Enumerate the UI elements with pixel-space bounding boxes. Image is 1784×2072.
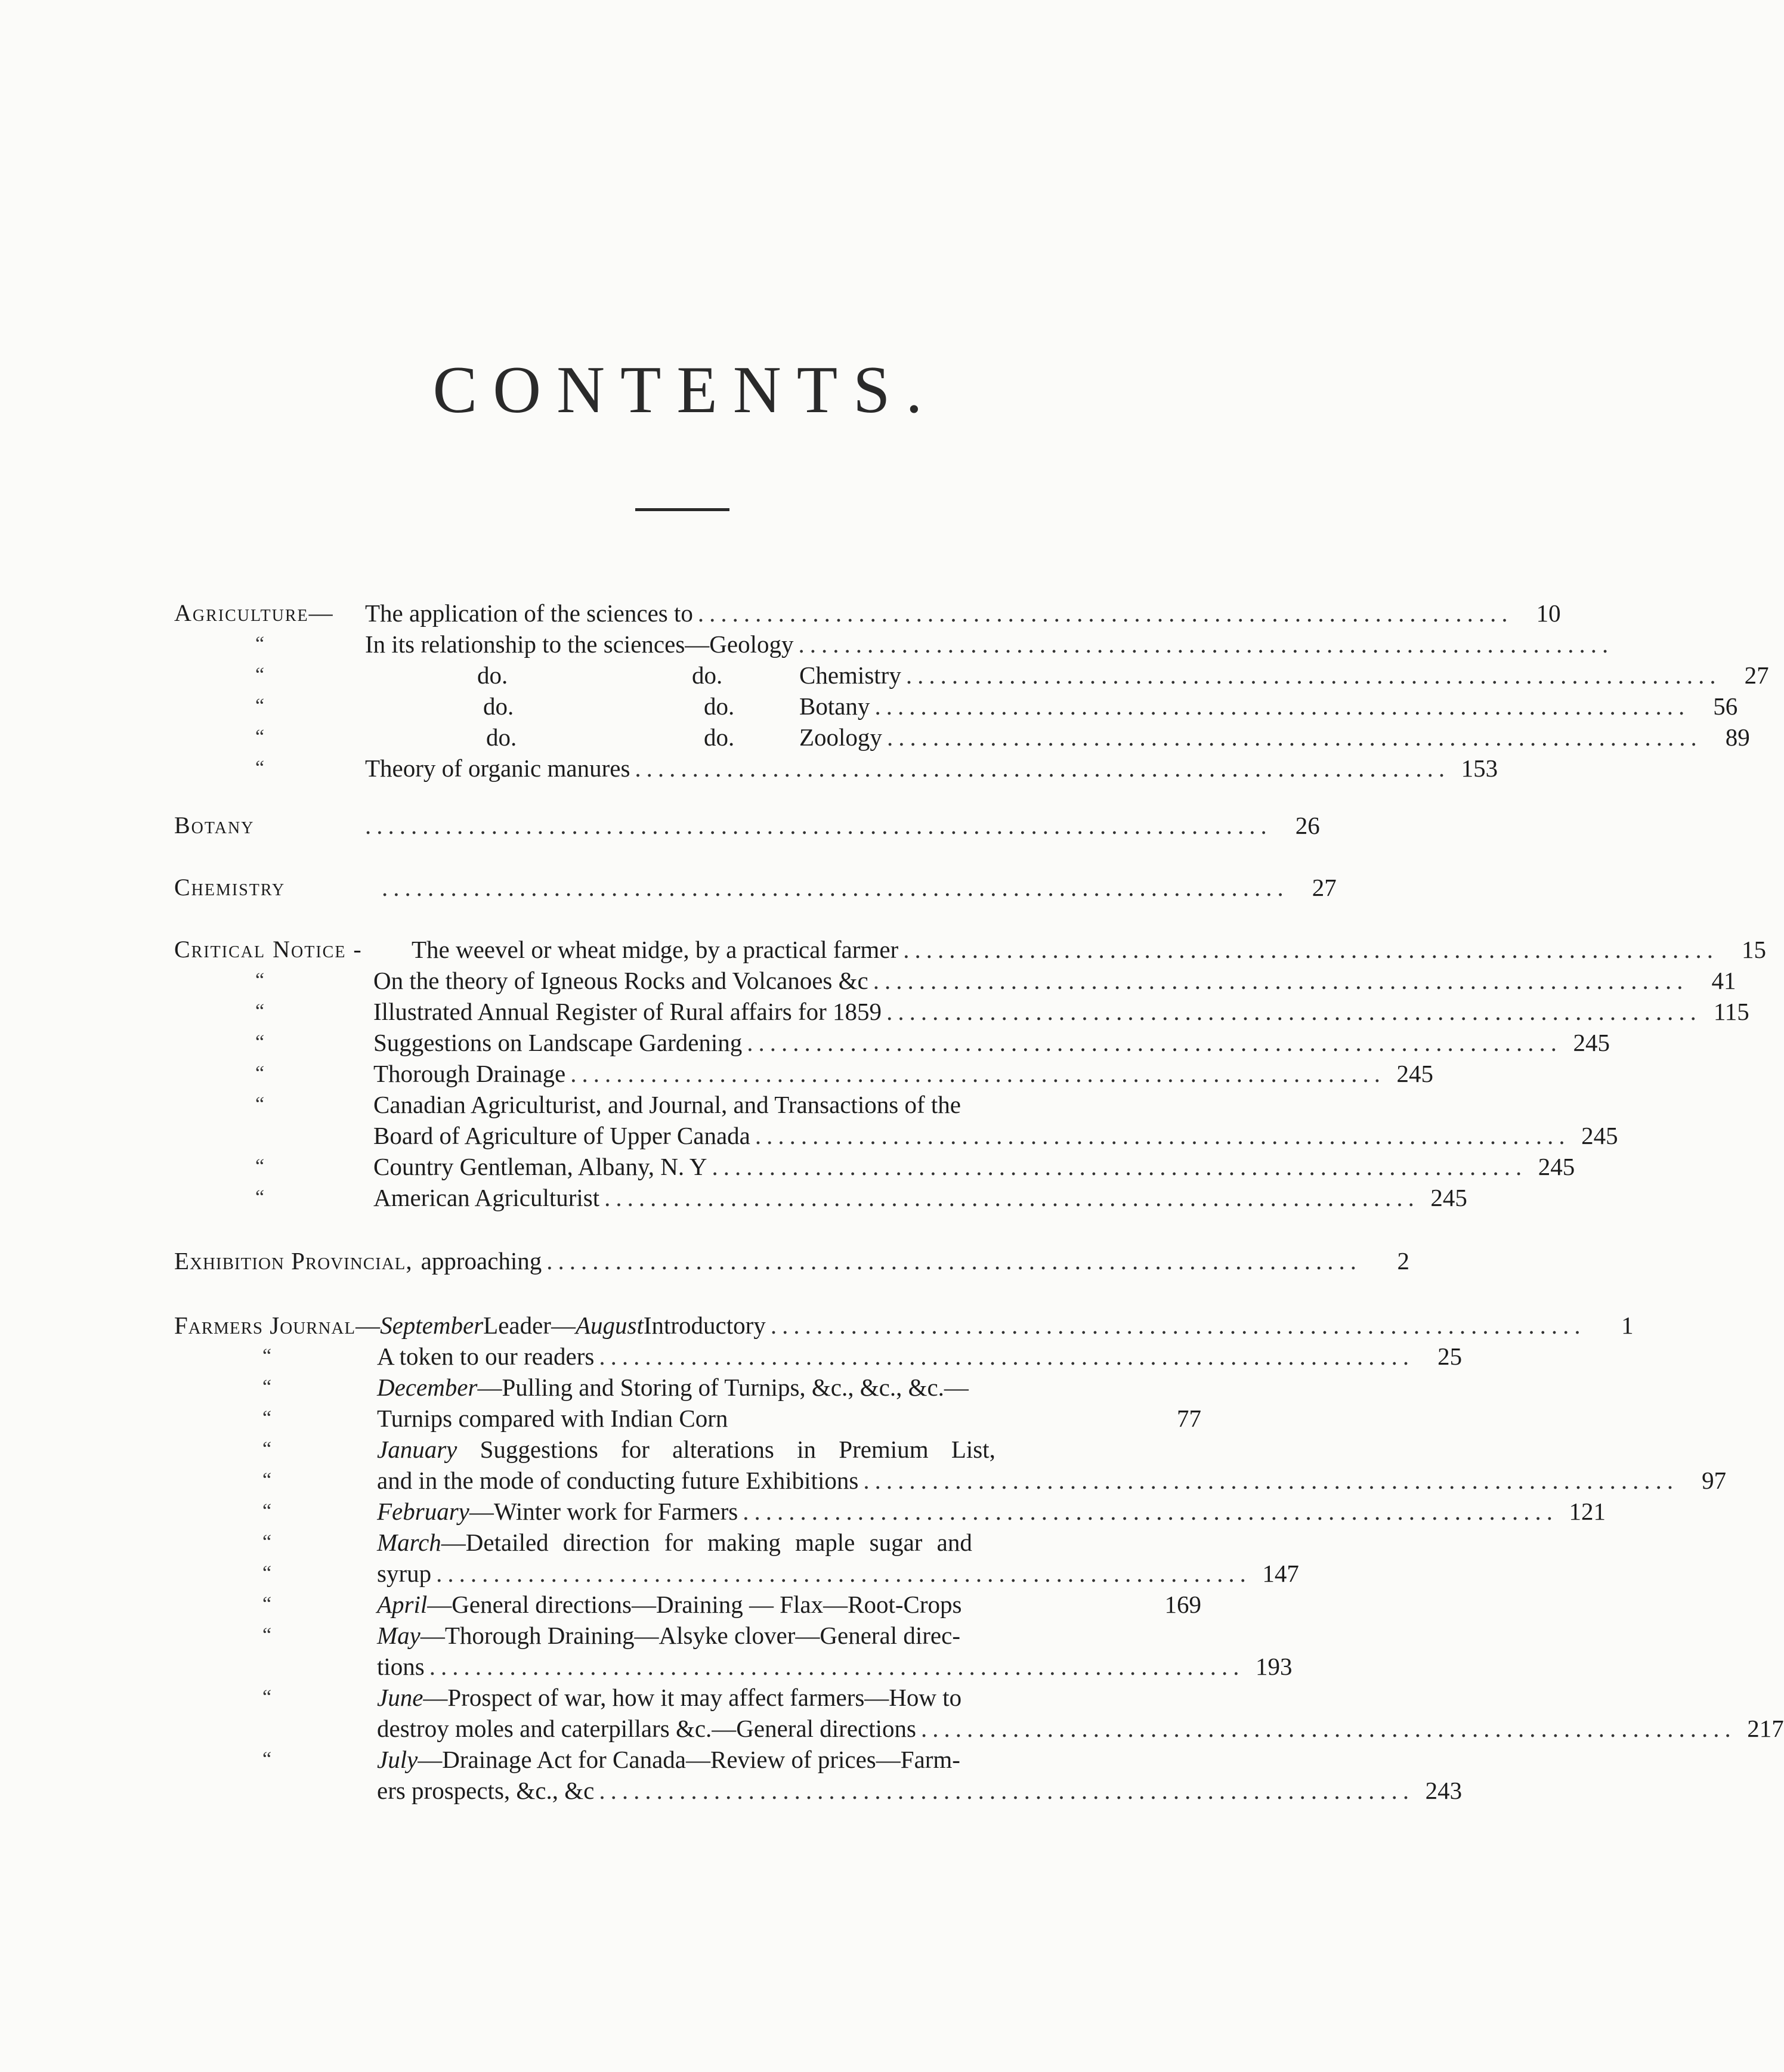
leader-dots: ....................................................................... xyxy=(905,661,1721,689)
entry-text: A token to our readers xyxy=(377,1343,595,1370)
leader-dots: ....................................................................... xyxy=(743,1498,1558,1525)
toc-entry xyxy=(382,872,1337,903)
leader-dots: ....................................................................... xyxy=(903,936,1718,963)
leader-dots: ....................................................................... xyxy=(429,1653,1245,1680)
entry-page: 169 xyxy=(1164,1591,1201,1618)
toc-entry xyxy=(799,722,1750,753)
ditto-mark: “ xyxy=(255,664,265,686)
leader-dots: ....................................................................... xyxy=(874,692,1690,720)
entry-month: January xyxy=(377,1436,457,1463)
entry-text: approaching xyxy=(421,1247,542,1275)
toc-entry xyxy=(377,1775,1463,1806)
toc-entry xyxy=(799,691,1738,722)
leader-dots: ............................................................................... xyxy=(382,874,1289,901)
ditto-mark: “ xyxy=(255,969,265,991)
ditto-do: do. xyxy=(704,723,735,751)
entry-page: 27 xyxy=(1744,661,1769,689)
toc-entry xyxy=(377,1558,1299,1589)
ditto-mark: “ xyxy=(262,1469,272,1491)
entry-page: 1 xyxy=(1621,1312,1634,1339)
toc-entry xyxy=(377,1682,961,1713)
leader-dots: ............................................................................... xyxy=(365,812,1272,839)
entry-text: Turnips compared with Indian Corn xyxy=(377,1405,728,1432)
leader-dots: ....................................................................... xyxy=(599,1777,1415,1804)
ditto-mark: “ xyxy=(255,633,265,655)
chemistry-heading: Chemistry xyxy=(174,874,286,901)
entry-page: 2 xyxy=(1397,1247,1410,1275)
ditto-mark: “ xyxy=(255,1031,265,1053)
entry-text: American Agriculturist xyxy=(373,1184,600,1211)
ditto-mark: “ xyxy=(262,1593,272,1615)
entry-text: The weevel or wheat midge, by a practical farmer xyxy=(412,936,899,963)
toc-entry xyxy=(377,1527,972,1558)
entry-page: 245 xyxy=(1573,1029,1610,1056)
toc-entry xyxy=(412,934,1766,965)
entry-text: syrup xyxy=(377,1560,432,1587)
entry-text: Zoology xyxy=(799,723,882,751)
entry-text: Thorough Drainage xyxy=(373,1060,566,1087)
entry-month: March xyxy=(377,1529,441,1556)
leader-dots: ....................................................................... xyxy=(920,1715,1736,1742)
toc-entry xyxy=(365,753,1498,784)
ditto-mark: “ xyxy=(262,1376,272,1398)
entry-text: —Pulling and Storing of Turnips, &c., &c., &c.— xyxy=(477,1374,969,1401)
entry-separator: — xyxy=(355,1312,381,1339)
ditto-mark: “ xyxy=(262,1748,272,1770)
entry-page: 89 xyxy=(1725,723,1750,751)
entry-page: 243 xyxy=(1425,1777,1463,1804)
entry-page: 15 xyxy=(1741,936,1766,963)
leader-dots: ....................................................................... xyxy=(604,1184,1420,1211)
toc-entry xyxy=(365,810,1320,841)
title-rule xyxy=(635,508,729,511)
toc-entry xyxy=(373,1151,1575,1182)
leader-dots: ....................................................................... xyxy=(712,1153,1528,1180)
entry-text: —Detailed direction for making maple sugar and xyxy=(441,1529,972,1556)
leader-dots: ....................................................................... xyxy=(635,754,1451,782)
entry-page: 26 xyxy=(1295,812,1320,839)
toc-entry xyxy=(799,660,1769,691)
entry-page: 56 xyxy=(1713,692,1738,720)
entry-page: 115 xyxy=(1713,998,1749,1025)
leader-dots: ....................................................................... xyxy=(697,599,1513,627)
ditto-do: do. xyxy=(704,692,735,720)
entry-text: Introductory xyxy=(643,1312,766,1339)
leader-dots: ....................................................................... xyxy=(747,1029,1563,1056)
toc-entry xyxy=(373,1182,1467,1213)
leader-dots: ....................................................................... xyxy=(886,998,1702,1025)
toc-entry xyxy=(377,1372,969,1403)
entry-text: Chemistry xyxy=(799,661,901,689)
entry-page: 27 xyxy=(1312,874,1337,901)
entry-text: Suggestions for alterations in Premium List, xyxy=(480,1436,995,1463)
entry-text: The application of the sciences to xyxy=(365,599,693,627)
entry-text: destroy moles and caterpillars &c.—General directions xyxy=(377,1715,916,1742)
entry-page: 25 xyxy=(1437,1343,1463,1370)
toc-entry xyxy=(377,1713,1784,1744)
entry-text: Botany xyxy=(799,692,870,720)
entry-page: 147 xyxy=(1262,1560,1299,1587)
ditto-mark: “ xyxy=(262,1407,272,1429)
ditto-mark: “ xyxy=(255,695,265,717)
entry-page: 153 xyxy=(1461,754,1498,782)
entry-month: August xyxy=(575,1312,644,1339)
entry-text: ers prospects, &c., &c xyxy=(377,1777,595,1804)
farmers-journal-heading: Farmers Journal xyxy=(174,1312,356,1339)
entry-month: May xyxy=(377,1622,421,1649)
ditto-mark: “ xyxy=(262,1686,272,1708)
toc-entry xyxy=(174,1310,1634,1341)
toc-entry xyxy=(365,598,1561,629)
ditto-do: do. xyxy=(692,661,723,689)
entry-page: 41 xyxy=(1711,967,1736,994)
leader-dots: ....................................................................... xyxy=(770,1312,1586,1339)
entry-month: February xyxy=(377,1498,469,1525)
leader-dots: ....................................................................... xyxy=(798,630,1614,658)
toc-entry xyxy=(373,1027,1610,1058)
toc-entry xyxy=(373,996,1749,1027)
entry-page: 77 xyxy=(1177,1405,1201,1432)
toc-entry xyxy=(174,1245,1410,1276)
toc-entry xyxy=(377,1620,960,1651)
exhibition-heading: Exhibition Provincial, xyxy=(174,1247,413,1275)
entry-text: —Thorough Draining—Alsyke clover—General direc- xyxy=(420,1622,960,1649)
ditto-mark: “ xyxy=(255,1000,265,1022)
entry-text: Illustrated Annual Register of Rural affairs for 1859 xyxy=(373,998,882,1025)
leader-dots: ....................................................................... xyxy=(546,1247,1362,1275)
ditto-mark: “ xyxy=(262,1562,272,1584)
toc-entry xyxy=(377,1496,1606,1527)
ditto-do: do. xyxy=(483,692,514,720)
ditto-mark: “ xyxy=(255,1186,265,1208)
toc-entry xyxy=(377,1465,1727,1496)
entry-month: September xyxy=(380,1312,484,1339)
entry-text: On the theory of Igneous Rocks and Volcanoes &c xyxy=(373,967,868,994)
entry-page: 245 xyxy=(1581,1122,1618,1149)
ditto-mark: “ xyxy=(262,1438,272,1460)
leader-dots: ....................................................................... xyxy=(886,723,1702,751)
leader-dots: ....................................................................... xyxy=(436,1560,1251,1587)
entry-text: —Prospect of war, how it may affect farmers—How to xyxy=(423,1684,962,1711)
entry-text: —Winter work for Farmers xyxy=(469,1498,738,1525)
entry-page: 121 xyxy=(1569,1498,1606,1525)
entry-text: —Drainage Act for Canada—Review of prices—Farm- xyxy=(418,1746,960,1773)
toc-entry xyxy=(365,629,1614,660)
entry-page: 245 xyxy=(1396,1060,1433,1087)
entry-text: Canadian Agriculturist, and Journal, and Transactions of the xyxy=(373,1091,961,1118)
toc-entry xyxy=(377,1589,1201,1620)
botany-heading: Botany xyxy=(174,812,255,839)
ditto-mark: “ xyxy=(255,1155,265,1177)
toc-entry xyxy=(377,1403,1201,1434)
ditto-do: do. xyxy=(477,661,508,689)
entry-text: Country Gentleman, Albany, N. Y xyxy=(373,1153,707,1180)
toc-entry xyxy=(373,965,1736,996)
entry-month: June xyxy=(377,1684,423,1711)
leader-dots: ....................................................................... xyxy=(570,1060,1386,1087)
entry-page: 245 xyxy=(1430,1184,1467,1211)
entry-page: 97 xyxy=(1702,1467,1727,1494)
ditto-mark: “ xyxy=(255,1062,265,1084)
toc-entry xyxy=(377,1651,1293,1682)
entry-text: Suggestions on Landscape Gardening xyxy=(373,1029,743,1056)
ditto-mark: “ xyxy=(262,1624,272,1646)
agriculture-heading: Agriculture— xyxy=(174,599,334,626)
leader-dots: ....................................................................... xyxy=(599,1343,1415,1370)
entry-text: Leader— xyxy=(483,1312,576,1339)
ditto-mark: “ xyxy=(262,1531,272,1553)
leader-dots: ....................................................................... xyxy=(873,967,1689,994)
entry-text: and in the mode of conducting future Exhibitions xyxy=(377,1467,859,1494)
entry-page: 193 xyxy=(1256,1653,1293,1680)
entry-month: July xyxy=(377,1746,418,1773)
entry-text: —General directions—Draining — Flax—Root-Crops xyxy=(427,1591,962,1618)
entry-text: In its relationship to the sciences—Geology xyxy=(365,630,794,658)
ditto-do: do. xyxy=(486,723,517,751)
leader-dots: ....................................................................... xyxy=(863,1467,1679,1494)
ditto-mark: “ xyxy=(255,757,265,779)
critical-notice-heading: Critical Notice - xyxy=(174,936,363,963)
page-title: CONTENTS. xyxy=(432,353,938,427)
toc-entry xyxy=(377,1341,1463,1372)
ditto-mark: “ xyxy=(255,726,265,748)
entry-page: 10 xyxy=(1536,599,1561,627)
entry-month: December xyxy=(377,1374,478,1401)
entry-page: 217 xyxy=(1747,1715,1784,1742)
entry-text: tions xyxy=(377,1653,425,1680)
entry-month: April xyxy=(377,1591,428,1618)
entry-text: Theory of organic manures xyxy=(365,754,630,782)
ditto-mark: “ xyxy=(255,1093,265,1115)
leader-dots: ....................................................................... xyxy=(755,1122,1570,1149)
toc-entry xyxy=(373,1058,1433,1089)
ditto-mark: “ xyxy=(262,1500,272,1522)
toc-entry xyxy=(377,1744,960,1775)
entry-text: Board of Agriculture of Upper Canada xyxy=(373,1122,750,1149)
toc-entry xyxy=(377,1434,995,1465)
ditto-mark: “ xyxy=(262,1345,272,1367)
entry-page: 245 xyxy=(1538,1153,1575,1180)
toc-entry xyxy=(373,1120,1618,1151)
